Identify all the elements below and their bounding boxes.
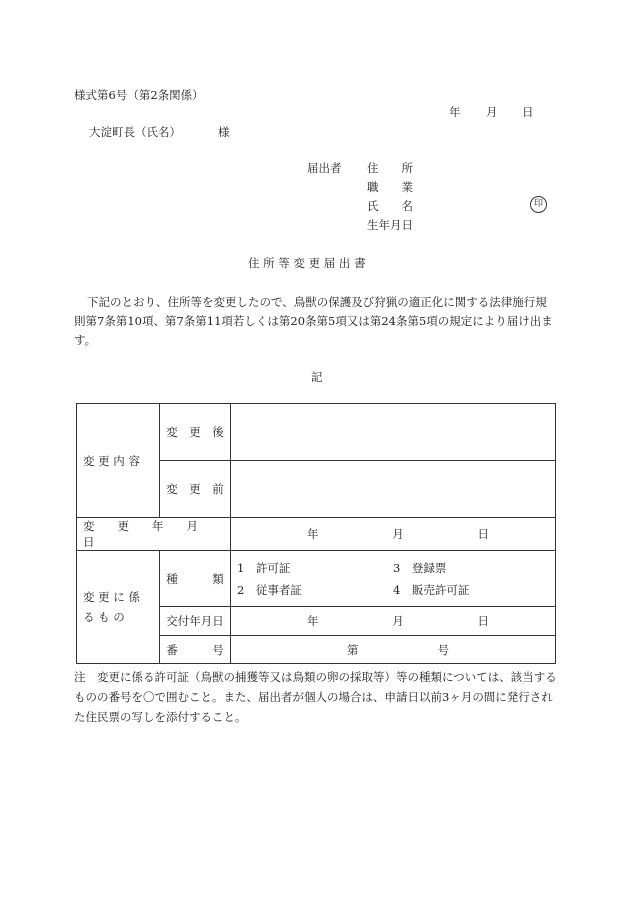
change-before-label: 変 更 前 (160, 461, 231, 518)
document-title: 住 所 等 変 更 届 出 書 (248, 256, 366, 270)
change-after-label: 変 更 後 (160, 404, 231, 461)
footnote: 注 変更に係る許可証（鳥獣の捕獲等又は鳥類の卵の採取等）等の種類については、該当するものの番号を〇で囲むこと。また、届出者が個人の場合は、申請日以前3ヶ月の間に発行された住民票の写しを添付すること。 (74, 670, 557, 724)
kind-option-1[interactable]: 1 許可証 (237, 560, 291, 575)
date-day: 日 (522, 105, 534, 119)
applicant-name: 氏 名 (367, 199, 413, 213)
applicant-label: 届出者 (307, 161, 342, 175)
applicant-occupation: 職 業 (367, 180, 413, 194)
related-label: 変 更 に 係 る も の (77, 551, 160, 664)
change-content-label: 変 更 内 容 (77, 404, 160, 518)
number-go: 号 (437, 642, 449, 657)
addressee-honorific: 様 (218, 125, 230, 139)
seal-mark: 印 (530, 196, 547, 213)
change-table (76, 403, 556, 664)
kind-option-4[interactable]: 4 販売許可証 (393, 582, 470, 597)
issue-day: 日 (477, 614, 489, 628)
change-date-field[interactable] (231, 518, 556, 551)
issue-date-label: 交付年月日 (160, 607, 231, 636)
change-date-year: 年 (307, 527, 319, 541)
kind-option-2[interactable]: 2 従事者証 (237, 582, 302, 597)
applicant-address: 住 所 (367, 161, 413, 175)
issue-month: 月 (392, 614, 404, 628)
number-nth: 第 (347, 642, 359, 657)
issue-date-field[interactable] (231, 607, 556, 636)
body-text: 下記のとおり、住所等を変更したので、鳥獣の保護及び狩猟の適正化に関する法律施行規則第7条第10項、第7条第11項若しくは第20条第5項又は第24条第5項の規定により届け出ます。 (74, 295, 553, 347)
change-date-day: 日 (477, 527, 489, 541)
applicant-birth: 生年月日 (367, 218, 413, 232)
change-date-label: 変 更 年 月 日 (77, 518, 231, 551)
kind-label: 種 類 (160, 551, 231, 607)
change-after-field[interactable] (231, 404, 556, 461)
issue-year: 年 (307, 614, 319, 628)
change-date-month: 月 (392, 527, 404, 541)
date-year: 年 (449, 105, 461, 119)
change-before-field[interactable] (231, 461, 556, 518)
form-number: 様式第6号（第2条関係） (74, 88, 204, 102)
addressee-prefix: 大淀町長（氏名） (89, 125, 181, 139)
date-month: 月 (486, 105, 498, 119)
number-field[interactable] (231, 636, 556, 664)
ki-label: 記 (311, 370, 323, 384)
number-label: 番 号 (160, 636, 231, 664)
kind-options (231, 551, 556, 607)
kind-option-3[interactable]: 3 登録票 (393, 560, 447, 575)
